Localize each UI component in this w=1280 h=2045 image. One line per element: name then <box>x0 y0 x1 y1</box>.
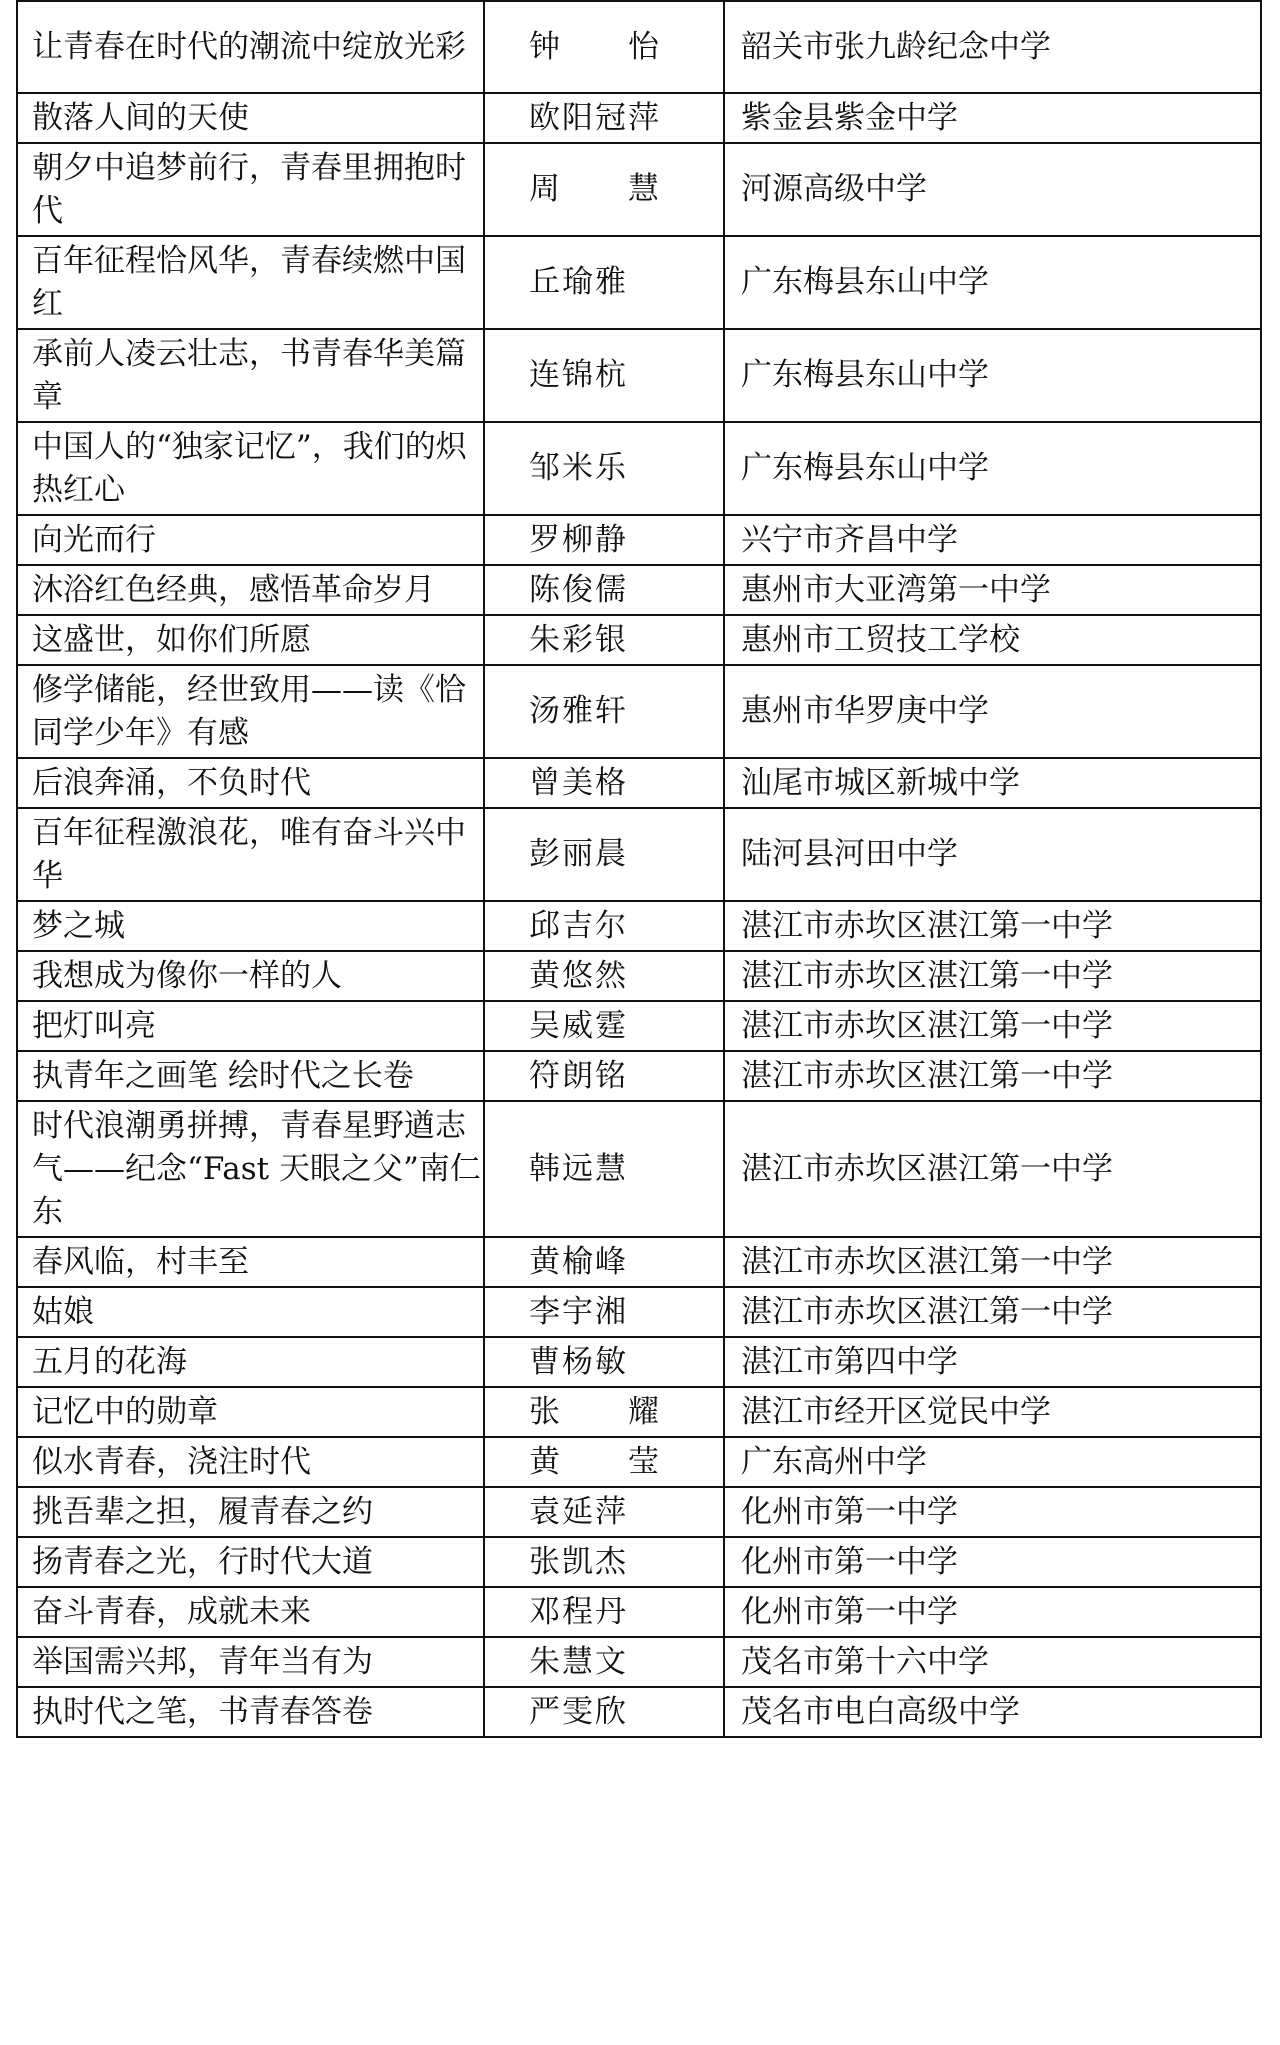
table-row <box>17 93 1261 143</box>
author-name-cell: 汤雅轩 <box>484 665 724 758</box>
school-name-cell: 湛江市赤坎区湛江第一中学 <box>724 1287 1261 1337</box>
author-name-cell: 彭丽晨 <box>484 808 724 901</box>
table-row <box>17 1337 1261 1387</box>
table-row <box>17 1537 1261 1587</box>
essay-title-cell: 五月的花海 <box>17 1337 484 1387</box>
essay-title-cell: 向光而行 <box>17 515 484 565</box>
essay-title-cell: 春风临，村丰至 <box>17 1237 484 1287</box>
school-name-cell: 惠州市大亚湾第一中学 <box>724 565 1261 615</box>
author-name-cell: 李宇湘 <box>484 1287 724 1337</box>
school-name-cell: 湛江市第四中学 <box>724 1337 1261 1387</box>
essay-title-cell: 百年征程恰风华，青春续燃中国红 <box>17 236 484 329</box>
essay-title-cell: 这盛世，如你们所愿 <box>17 615 484 665</box>
essay-title-cell: 梦之城 <box>17 901 484 951</box>
essay-title-cell: 把灯叫亮 <box>17 1001 484 1051</box>
school-name-cell: 湛江市赤坎区湛江第一中学 <box>724 1051 1261 1101</box>
essay-title-cell: 执时代之笔，书青春答卷 <box>17 1687 484 1737</box>
author-name-cell: 严雯欣 <box>484 1687 724 1737</box>
table-row <box>17 808 1261 901</box>
author-name-cell: 朱彩银 <box>484 615 724 665</box>
school-name-cell: 广东梅县东山中学 <box>724 329 1261 422</box>
school-name-cell: 河源高级中学 <box>724 143 1261 236</box>
essay-title-cell: 挑吾辈之担，履青春之约 <box>17 1487 484 1537</box>
essay-title-cell: 举国需兴邦，青年当有为 <box>17 1637 484 1687</box>
author-name-cell: 曾美格 <box>484 758 724 808</box>
school-name-cell: 湛江市经开区觉民中学 <box>724 1387 1261 1437</box>
table-row <box>17 758 1261 808</box>
author-name-cell: 连锦杭 <box>484 329 724 422</box>
school-name-cell: 湛江市赤坎区湛江第一中学 <box>724 1237 1261 1287</box>
essay-title-cell: 记忆中的勋章 <box>17 1387 484 1437</box>
table-row <box>17 1 1261 93</box>
author-name-cell: 黄悠然 <box>484 951 724 1001</box>
school-name-cell: 化州市第一中学 <box>724 1587 1261 1637</box>
essay-title-cell: 沐浴红色经典，感悟革命岁月 <box>17 565 484 615</box>
essay-title-cell: 奋斗青春，成就未来 <box>17 1587 484 1637</box>
table-row <box>17 1637 1261 1687</box>
essay-title-cell: 百年征程激浪花，唯有奋斗兴中华 <box>17 808 484 901</box>
table-row <box>17 1001 1261 1051</box>
school-name-cell: 韶关市张九龄纪念中学 <box>724 1 1261 93</box>
school-name-cell: 湛江市赤坎区湛江第一中学 <box>724 901 1261 951</box>
table-row <box>17 515 1261 565</box>
essay-title-cell: 中国人的“独家记忆”，我们的炽热红心 <box>17 422 484 515</box>
school-name-cell: 兴宁市齐昌中学 <box>724 515 1261 565</box>
table-row <box>17 565 1261 615</box>
school-name-cell: 化州市第一中学 <box>724 1537 1261 1587</box>
school-name-cell: 湛江市赤坎区湛江第一中学 <box>724 1101 1261 1237</box>
author-name-cell: 钟 怡 <box>484 1 724 93</box>
essay-title-cell: 让青春在时代的潮流中绽放光彩 <box>17 1 484 93</box>
school-name-cell: 广东高州中学 <box>724 1437 1261 1487</box>
table-row <box>17 951 1261 1001</box>
essay-title-cell: 姑娘 <box>17 1287 484 1337</box>
school-name-cell: 茂名市电白高级中学 <box>724 1687 1261 1737</box>
table-row <box>17 143 1261 236</box>
school-name-cell: 化州市第一中学 <box>724 1487 1261 1537</box>
author-name-cell: 欧阳冠萍 <box>484 93 724 143</box>
author-name-cell: 朱慧文 <box>484 1637 724 1687</box>
author-name-cell: 符朗铭 <box>484 1051 724 1101</box>
author-name-cell: 黄 莹 <box>484 1437 724 1487</box>
school-name-cell: 广东梅县东山中学 <box>724 422 1261 515</box>
table-row <box>17 1101 1261 1237</box>
table-row <box>17 665 1261 758</box>
school-name-cell: 陆河县河田中学 <box>724 808 1261 901</box>
school-name-cell: 紫金县紫金中学 <box>724 93 1261 143</box>
table-row <box>17 1687 1261 1737</box>
author-name-cell: 罗柳静 <box>484 515 724 565</box>
table-row <box>17 901 1261 951</box>
author-name-cell: 丘瑜雅 <box>484 236 724 329</box>
author-name-cell: 邓程丹 <box>484 1587 724 1637</box>
essay-title-cell: 执青年之画笔 绘时代之长卷 <box>17 1051 484 1101</box>
author-name-cell: 邹米乐 <box>484 422 724 515</box>
table-row <box>17 236 1261 329</box>
table-row <box>17 615 1261 665</box>
table-row <box>17 329 1261 422</box>
author-name-cell: 袁延萍 <box>484 1487 724 1537</box>
document-page <box>16 0 1260 1738</box>
essay-title-cell: 修学储能，经世致用——读《恰同学少年》有感 <box>17 665 484 758</box>
table-row <box>17 1237 1261 1287</box>
essay-title-cell: 承前人凌云壮志，书青春华美篇章 <box>17 329 484 422</box>
school-name-cell: 湛江市赤坎区湛江第一中学 <box>724 951 1261 1001</box>
author-name-cell: 韩远慧 <box>484 1101 724 1237</box>
table-row <box>17 1287 1261 1337</box>
author-name-cell: 吴威霆 <box>484 1001 724 1051</box>
table-row <box>17 1587 1261 1637</box>
author-name-cell: 张凯杰 <box>484 1537 724 1587</box>
school-name-cell: 茂名市第十六中学 <box>724 1637 1261 1687</box>
essay-title-cell: 后浪奔涌，不负时代 <box>17 758 484 808</box>
author-name-cell: 黄榆峰 <box>484 1237 724 1287</box>
school-name-cell: 惠州市工贸技工学校 <box>724 615 1261 665</box>
essay-title-cell: 朝夕中追梦前行，青春里拥抱时代 <box>17 143 484 236</box>
award-list-table <box>16 0 1262 1738</box>
author-name-cell: 曹杨敏 <box>484 1337 724 1387</box>
school-name-cell: 惠州市华罗庚中学 <box>724 665 1261 758</box>
essay-title-cell: 似水青春，浇注时代 <box>17 1437 484 1487</box>
essay-title-cell: 我想成为像你一样的人 <box>17 951 484 1001</box>
author-name-cell: 邱吉尔 <box>484 901 724 951</box>
table-row <box>17 1051 1261 1101</box>
table-row <box>17 1487 1261 1537</box>
essay-title-cell: 扬青春之光，行时代大道 <box>17 1537 484 1587</box>
table-row <box>17 1387 1261 1437</box>
author-name-cell: 陈俊儒 <box>484 565 724 615</box>
table-row <box>17 422 1261 515</box>
essay-title-cell: 时代浪潮勇拼搏，青春星野遒志气——纪念“Fast 天眼之父”南仁东 <box>17 1101 484 1237</box>
school-name-cell: 湛江市赤坎区湛江第一中学 <box>724 1001 1261 1051</box>
school-name-cell: 汕尾市城区新城中学 <box>724 758 1261 808</box>
author-name-cell: 张 耀 <box>484 1387 724 1437</box>
essay-title-cell: 散落人间的天使 <box>17 93 484 143</box>
table-row <box>17 1437 1261 1487</box>
author-name-cell: 周 慧 <box>484 143 724 236</box>
school-name-cell: 广东梅县东山中学 <box>724 236 1261 329</box>
award-list-body <box>17 1 1261 1737</box>
